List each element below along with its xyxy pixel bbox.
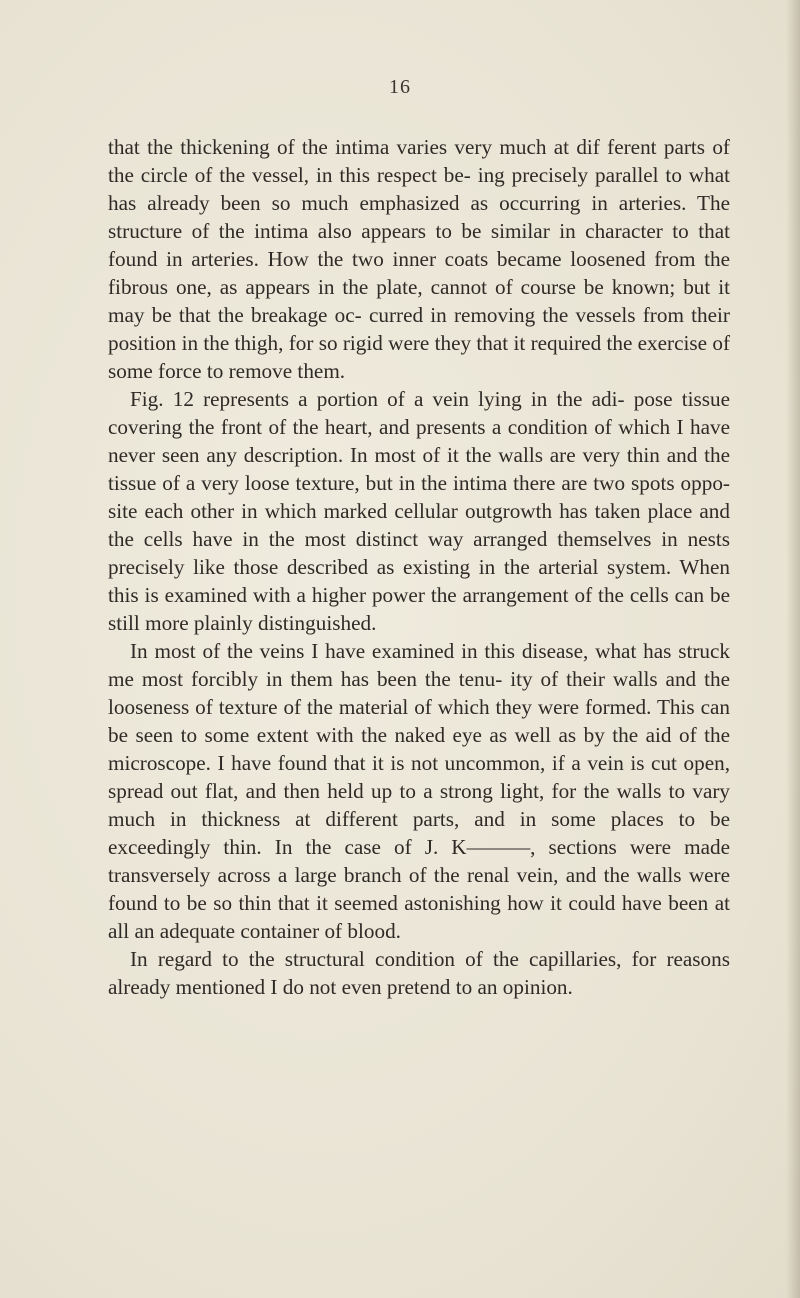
- page-number: 16: [389, 76, 411, 98]
- page-edge-shadow: [786, 0, 800, 1298]
- paragraph-4: In regard to the structural condition of the capillaries, for reasons already mentioned I do not even pretend to an opinion.: [108, 947, 730, 999]
- paragraph-2: Fig. 12 represents a portion of a vein lying in the adi- pose tissue covering the front of the heart, and presents a condition of which I have never seen any description. In most of it the walls are very thin and the tissue of a very loose texture, but in the intima there are two spots oppo- site each other in which marked cellular outgrowth has taken place and the cells have in the most distinct way arranged themselves in nests precisely like those described as existing in the arterial system. When this is examined with a higher power the arrangement of the cells can be still more plainly distinguished.: [108, 387, 730, 635]
- paragraph-1: that the thickening of the intima varies very much at dif ferent parts of the circle of the vessel, in this respect be- ing precisely parallel to what has already been so much emphasized as occurring in arteries. The structure of the intima also appears to be similar in character to that found in arteries. How the two inner coats became loosened from the fibrous one, as appears in the plate, cannot of course be known; but it may be that the breakage oc- curred in removing the vessels from their position in the thigh, for so rigid were they that it required the exercise of some force to remove them.: [108, 135, 730, 383]
- body-text: [108, 133, 730, 1001]
- paragraph-3: In most of the veins I have examined in this disease, what has struck me most forcibly in them has been the tenu- ity of their walls and the looseness of texture of the material of which they were formed. This can be seen to some extent with the naked eye as well as by the aid of the microscope. I have found that it is not uncommon, if a vein is cut open, spread out flat, and then held up to a strong light, for the walls to vary much in thickness at different parts, and in some places to be exceedingly thin. In the case of J. K———, sections were made transversely across a large branch of the renal vein, and the walls were found to be so thin that it seemed astonishing how it could have been at all an adequate container of blood.: [108, 639, 730, 943]
